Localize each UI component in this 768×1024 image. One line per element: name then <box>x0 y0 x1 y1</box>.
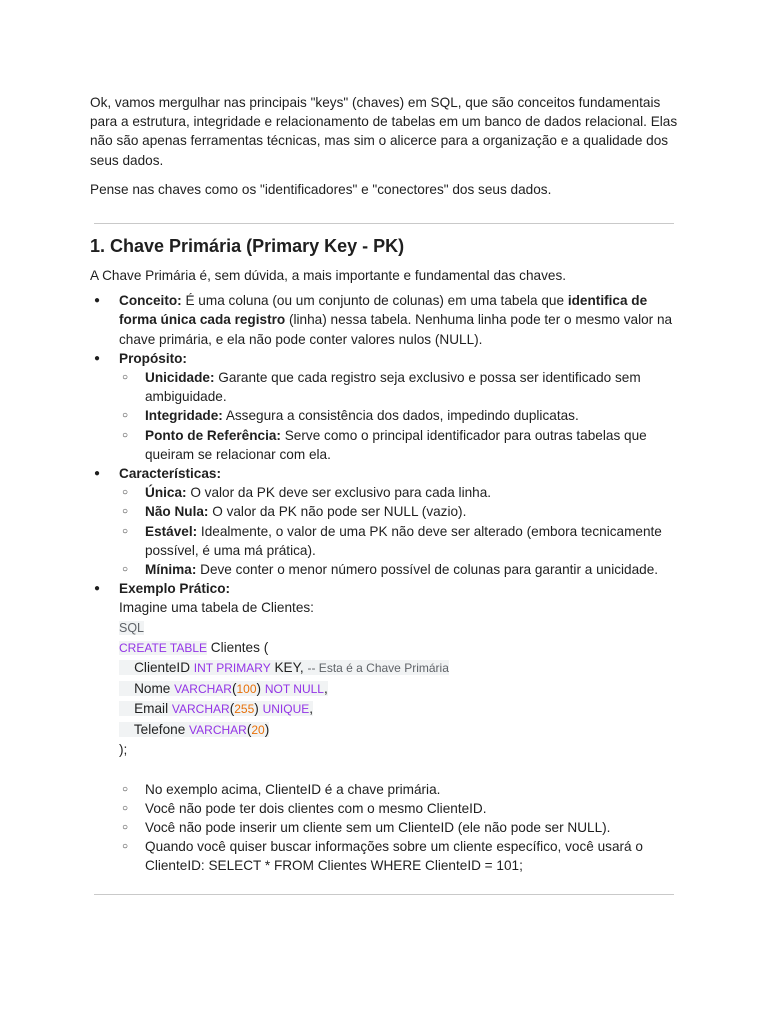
code-line: Nome VARCHAR(100) NOT NULL, <box>119 679 680 699</box>
list-item: ○ Integridade: Assegura a consistência dos dados, impedindo duplicatas. <box>119 406 680 425</box>
list-item: ○ Estável: Idealmente, o valor de uma PK não deve ser alterado (embora tecnicamente possível, é uma má prática). <box>119 522 680 560</box>
list-item: ○ Ponto de Referência: Serve como o principal identificador para outras tabelas que queiram se relacionar com ela. <box>119 426 680 464</box>
section-divider <box>94 223 674 224</box>
list-item: ○ Você não pode ter dois clientes com o mesmo ClienteID. <box>119 799 680 818</box>
list-item: ○ Única: O valor da PK deve ser exclusivo para cada linha. <box>119 483 680 502</box>
code-line: Telefone VARCHAR(20) <box>119 720 680 740</box>
intro-paragraph: Ok, vamos mergulhar nas principais "keys" (chaves) em SQL, que são conceitos fundamentais para a estrutura, integridade e relacionamento de tabelas em um banco de dados relacional. Elas não são apenas ferramentas técnicas, mas sim o alicerce para a organização e a qualidade dos seus dados. <box>90 95 678 168</box>
list-item-proposito: ● Propósito: ○ Unicidade: Garante que cada registro seja exclusivo e possa ser identificado sem ambiguidade. ○ Integridade: Assegura a consistência dos dados, impedindo duplicatas. ○ Ponto de Referência: Serve como o principal identificador para outras tabelas que queiram se relacionar com ela. <box>90 349 680 464</box>
list-item: ○ Quando você quiser buscar informações sobre um cliente específico, você usará o ClienteID: SELECT * FROM Clientes WHERE ClienteID = 101; <box>119 837 680 875</box>
bullet-list <box>90 291 680 759</box>
list-item: ○ Não Nula: O valor da PK não pode ser NULL (vazio). <box>119 502 680 521</box>
code-line: CREATE TABLE Clientes ( <box>119 640 269 656</box>
list-item: ○ Você não pode inserir um cliente sem um ClienteID (ele não pode ser NULL). <box>119 818 680 837</box>
section-heading: 1. Chave Primária (Primary Key - PK) <box>90 236 405 257</box>
list-item: ○ No exemplo acima, ClienteID é a chave primária. <box>119 780 680 799</box>
list-item-caracteristicas: ● Características: ○ Única: O valor da PK deve ser exclusivo para cada linha. ○ Não Nula: O valor da PK não pode ser NULL (vazio). ○ Estável: Idealmente, o valor de uma PK não deve ser alterado (embora tecnicamente possível, é uma má prática). ○ Mínima: Deve conter o menor número possível de colunas para garantir a unicidade. <box>90 464 680 579</box>
document-page <box>90 93 680 895</box>
code-block <box>119 618 680 760</box>
section-divider <box>94 894 674 895</box>
list-item-exemplo: ● Exemplo Prático: Imagine uma tabela de Clientes: SQL CREATE TABLE Clientes ( ClienteID INT PRIMARY KEY, -- Esta é a Chave Primária Nome VARCHAR(100) NOT NULL, Email VARCHAR(255) UNIQUE, Telefone VARCHAR(20) ); <box>90 579 680 759</box>
intro-paragraph-2: Pense nas chaves como os "identificadores" e "conectores" dos seus dados. <box>90 181 552 197</box>
example-intro: Imagine uma tabela de Clientes: <box>119 600 314 616</box>
example-notes-list <box>119 780 680 876</box>
list-item-conceito: ● Conceito: É uma coluna (ou um conjunto de colunas) em uma tabela que identifica de forma única cada registro (linha) nessa tabela. Nenhuma linha pode ter o mesmo valor na chave primária, e ela não pode conter valores nulos (NULL). <box>90 291 680 349</box>
sub-list <box>119 368 680 464</box>
code-line: ClienteID INT PRIMARY KEY, -- Esta é a Chave Primária <box>119 658 680 678</box>
code-line: Email VARCHAR(255) UNIQUE, <box>119 699 680 719</box>
sub-list <box>119 483 680 579</box>
list-item: ○ Unicidade: Garante que cada registro seja exclusivo e possa ser identificado sem ambiguidade. <box>119 368 680 406</box>
section-lead: A Chave Primária é, sem dúvida, a mais importante e fundamental das chaves. <box>90 268 567 284</box>
code-language-label: SQL <box>119 620 145 635</box>
list-item: ○ Mínima: Deve conter o menor número possível de colunas para garantir a unicidade. <box>119 560 680 579</box>
code-line: ); <box>119 742 128 758</box>
